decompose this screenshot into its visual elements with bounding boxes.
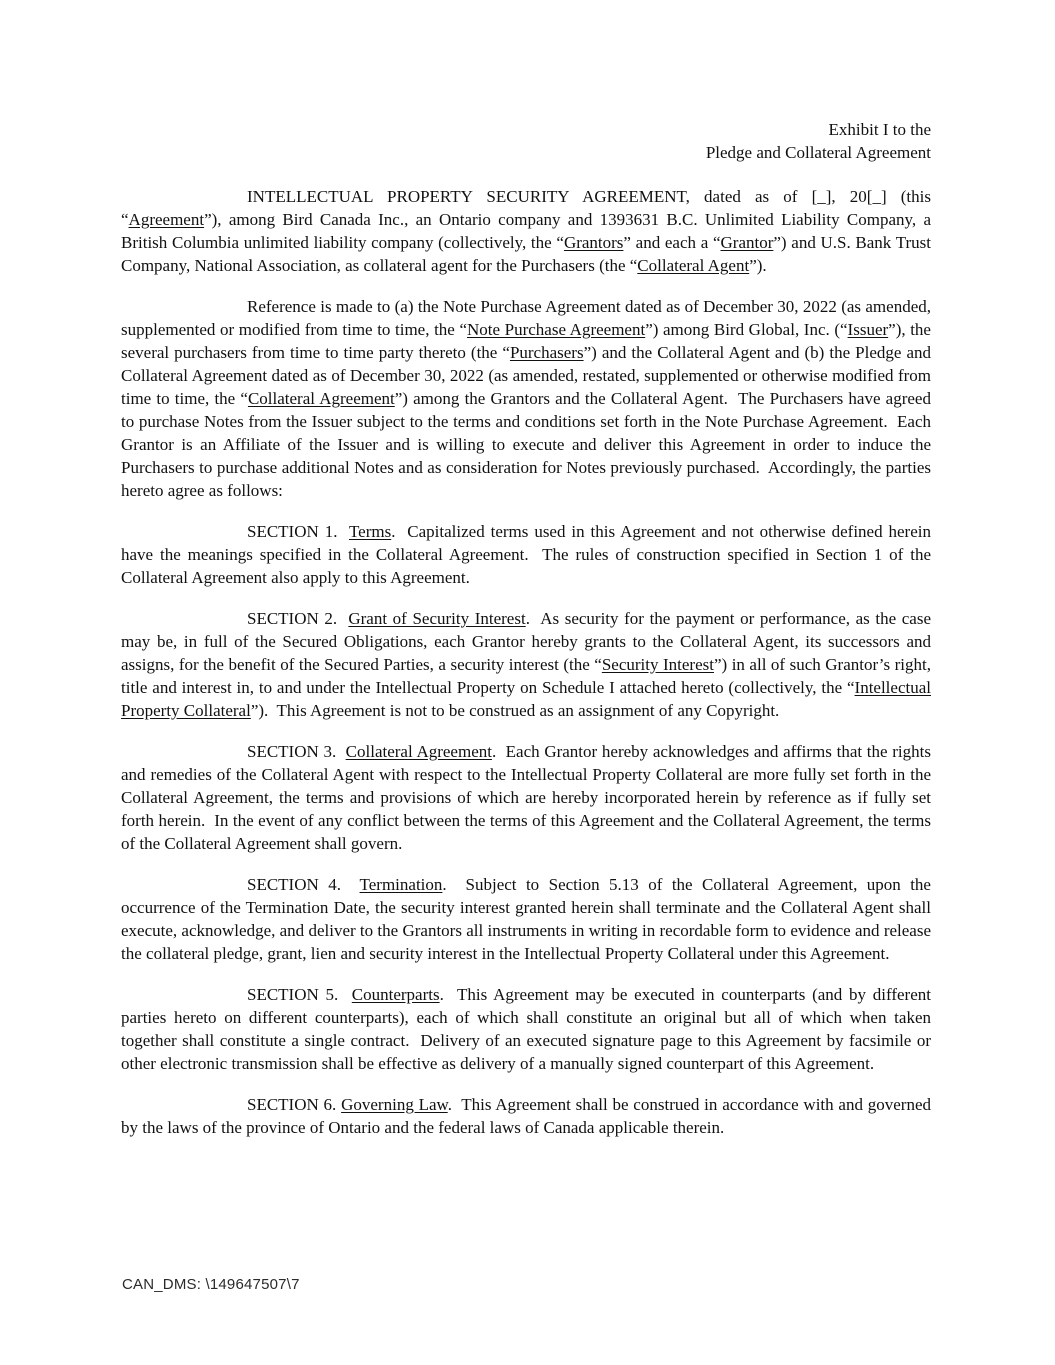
text-run: ”) among the Grantors and the Collateral Agent. The Purchasers have agreed to purchase Notes from the Issuer subject to the terms and conditions set forth in the Note Purchase Agreement. Each Grantor is an Affiliate of the Issuer and is willing to execute and deliver this Agreement in order to induce the Purchasers to purchase additional Notes and as consideration for Notes previously purchased. Accordingly, the parties hereto agree as follows: (121, 389, 931, 500)
defined-term: Grantors (563, 233, 624, 252)
text-run: SECTION 3. (247, 742, 346, 761)
text-run: ”), the several purchasers from time to time party thereto (the “ (121, 320, 931, 362)
text-run: . This Agreement shall be construed in accordance with and governed by the laws of the province of Ontario and the federal laws of Canada applicable therein. (121, 1095, 932, 1137)
text-run: ” and each a “ (623, 233, 721, 252)
recitals-paragraph (121, 295, 931, 502)
section-6-governing-law (121, 1093, 931, 1139)
defined-term: Purchasers (509, 343, 584, 362)
text-run: ”). (749, 256, 767, 275)
text-run: SECTION 2. (247, 609, 349, 628)
document-body (121, 185, 931, 1157)
defined-term: Counterparts (351, 985, 440, 1004)
text-run: . Subject to Section 5.13 of the Collateral Agreement, upon the occurrence of the Termination Date, the security interest granted herein shall terminate and the Collateral Agent shall execute, acknowledge, and deliver to the Grantors all instruments in writing in recordable form to evidence and release the collateral pledge, grant, lien and security interest in the Intellectual Property Collateral under this Agreement. (121, 875, 931, 963)
section-5-counterparts (121, 983, 931, 1075)
text-run: ”) in all of such Grantor’s right, title and interest in, to and under the Intellectual Property on Schedule I attached hereto (collectively, the “ (121, 655, 931, 697)
text-run: . Capitalized terms used in this Agreement and not otherwise defined herein have the meanings specified in the Collateral Agreement. The rules of construction specified in Section 1 of the Collateral Agreement also apply to this Agreement. (121, 522, 931, 587)
text-run: . This Agreement may be executed in counterparts (and by different parties hereto on different counterparts), each of which shall constitute an original but all of which when taken together shall constitute a single contract. Delivery of an executed signature page to this Agreement by facsimile or other electronic transmission shall be effective as delivery of a manually signed counterpart of this Agreement. (121, 985, 931, 1073)
defined-term: Intellectual Property Collateral (121, 678, 931, 720)
text-run: ”). This Agreement is not to be construed as an assignment of any Copyright. (250, 701, 780, 720)
text-run: ”) and U.S. Bank Trust Company, National Association, as collateral agent for the Purchasers (the “ (121, 233, 931, 275)
defined-term: Grant of Security Interest (348, 609, 526, 628)
agreement-reference-line: Pledge and Collateral Agreement (705, 143, 931, 162)
section-4-termination (121, 873, 931, 965)
defined-term: Collateral Agreement (345, 742, 492, 761)
exhibit-reference-line: Exhibit I to the (828, 120, 931, 139)
text-run: Reference is made to (a) the Note Purchase Agreement dated as of December 30, 2022 (as amended, supplemented or modified from time to time, the “ (121, 297, 931, 339)
defined-term: Issuer (847, 320, 889, 339)
text-run: SECTION 4. (247, 875, 360, 894)
text-run: INTELLECTUAL PROPERTY SECURITY AGREEMENT, dated as of [_], 20[_] (this “ (121, 187, 931, 229)
defined-term: Termination (359, 875, 443, 894)
text-run: . Each Grantor hereby acknowledges and affirms that the rights and remedies of the Collateral Agent with respect to the Intellectual Property Collateral are more fully set forth in the Collateral Agreement, the terms and provisions of which are hereby incorporated herein by reference as if fully set forth herein. In the event of any conflict between the terms of this Agreement and the Collateral Agreement, the terms of the Collateral Agreement shall govern. (121, 742, 931, 853)
section-3-collateral-agreement (121, 740, 931, 855)
text-run: SECTION 6. (247, 1095, 342, 1114)
defined-term: Agreement (128, 210, 205, 229)
document-id-footer: CAN_DMS: \149647507\7 (122, 1276, 300, 1293)
section-2-grant-of-security-interest (121, 607, 931, 722)
section-1-terms (121, 520, 931, 589)
text-run: SECTION 1. (247, 522, 349, 541)
text-run: SECTION 5. (247, 985, 352, 1004)
intro-paragraph (121, 185, 931, 277)
defined-term: Collateral Agreement (247, 389, 395, 408)
defined-term: Grantor (720, 233, 774, 252)
text-run: . As security for the payment or performance, as the case may be, in full of the Secured Obligations, each Grantor hereby grants to the Collateral Agent, its successors and assigns, for the benefit of the Secured Parties, a security interest (the “ (121, 609, 931, 674)
defined-term: Governing Law (341, 1095, 448, 1114)
text-run: ”) and the Collateral Agent and (b) the Pledge and Collateral Agreement dated as of December 30, 2022 (as amended, restated, supplemented or otherwise modified from time to time, the “ (121, 343, 931, 408)
text-run: ”) among Bird Global, Inc. (“ (645, 320, 848, 339)
text-run: ”), among Bird Canada Inc., an Ontario company and 1393631 B.C. Unlimited Liability Company, a British Columbia unlimited liability company (collectively, the “ (121, 210, 931, 252)
document-header (121, 118, 931, 164)
defined-term: Terms (348, 522, 392, 541)
defined-term: Note Purchase Agreement (467, 320, 646, 339)
defined-term: Collateral Agent (637, 256, 750, 275)
defined-term: Security Interest (601, 655, 714, 674)
